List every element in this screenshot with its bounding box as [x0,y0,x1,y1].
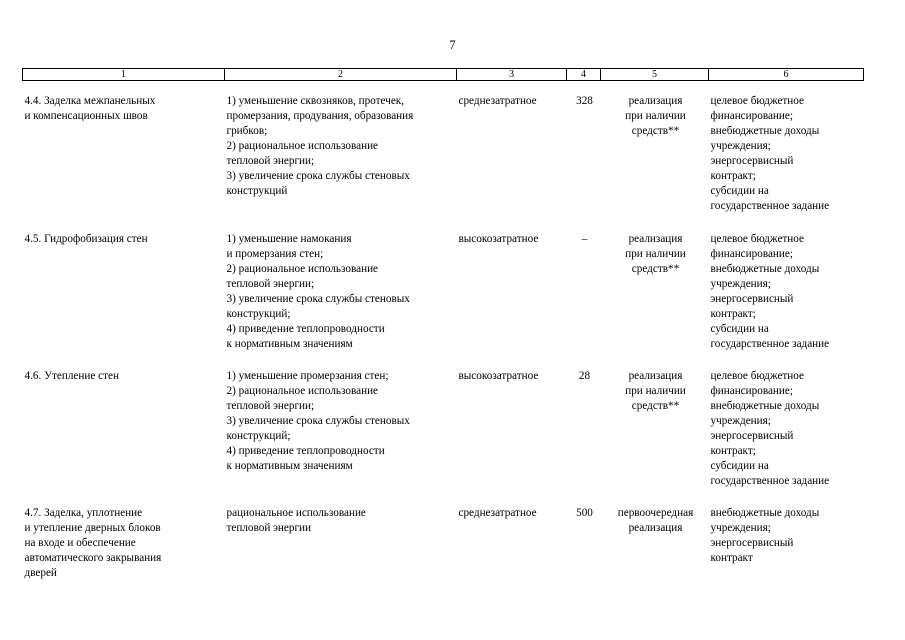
effect-cell: рациональное использование тепловой энергии [226,506,366,534]
value-cell: 328 [576,95,593,107]
measure-cell: 4.6. Утепление стен [24,369,119,382]
funding-cell: целевое бюджетное финансирование; внебюджетные доходы учреждения; энергосервисный контракт; субсидии на государственное задание [710,369,830,487]
implementation-cell: реализация при наличии средств** [625,95,686,137]
funding-cell: целевое бюджетное финансирование; внебюджетные доходы учреждения; энергосервисный контракт; субсидии на государственное задание [710,232,830,350]
cost-cell: высокозатратное [458,369,539,382]
column-header-6: 6 [709,69,864,81]
measure-cell: 4.4. Заделка межпанельных и компенсационных швов [24,95,156,122]
page-number: 7 [449,38,456,52]
table-row [23,492,864,581]
value-cell: 500 [576,506,593,519]
cost-cell: высокозатратное [458,232,539,245]
column-header-4: 4 [567,69,601,81]
column-header-1: 1 [23,69,225,81]
effect-cell: 1) уменьшение намокания и промерзания стен; 2) рациональное использование тепловой энергии; 3) увеличение срока службы стеновых конструкций; 4) приведение теплопроводности к нормативным значениям [226,232,410,350]
effect-cell: 1) уменьшение сквозняков, протечек, промерзания, продувания, образования грибков; 2) рациональное использование тепловой энергии; 3) увеличение срока службы стеновых конструкций [226,95,414,197]
cost-cell: среднезатратное [458,95,537,107]
table-row [23,218,864,355]
measures-table [22,68,864,581]
implementation-cell: реализация при наличии средств** [625,369,686,412]
table-row [23,355,864,492]
column-header-3: 3 [457,69,567,81]
measure-cell: 4.7. Заделка, уплотнение и утепление дверных блоков на входе и обеспечение автоматического закрывания дверей [24,506,162,579]
table-row [23,81,864,218]
funding-cell: внебюджетные доходы учреждения; энергосервисный контракт [710,506,820,564]
implementation-cell: первоочередная реализация [617,506,694,534]
cost-cell: среднезатратное [458,506,537,519]
column-header-2: 2 [225,69,457,81]
funding-cell: целевое бюджетное финансирование; внебюджетные доходы учреждения; энергосервисный контракт; субсидии на государственное задание [710,95,830,212]
value-cell: 28 [578,369,591,382]
column-header-5: 5 [601,69,709,81]
implementation-cell: реализация при наличии средств** [625,232,686,275]
value-cell: – [581,232,588,245]
measure-cell: 4.5. Гидрофобизация стен [24,232,148,245]
effect-cell: 1) уменьшение промерзания стен; 2) рациональное использование тепловой энергии; 3) увеличение срока службы стеновых конструкций; 4) приведение теплопроводности к нормативным значениям [226,369,410,472]
table-header-row [23,69,864,81]
